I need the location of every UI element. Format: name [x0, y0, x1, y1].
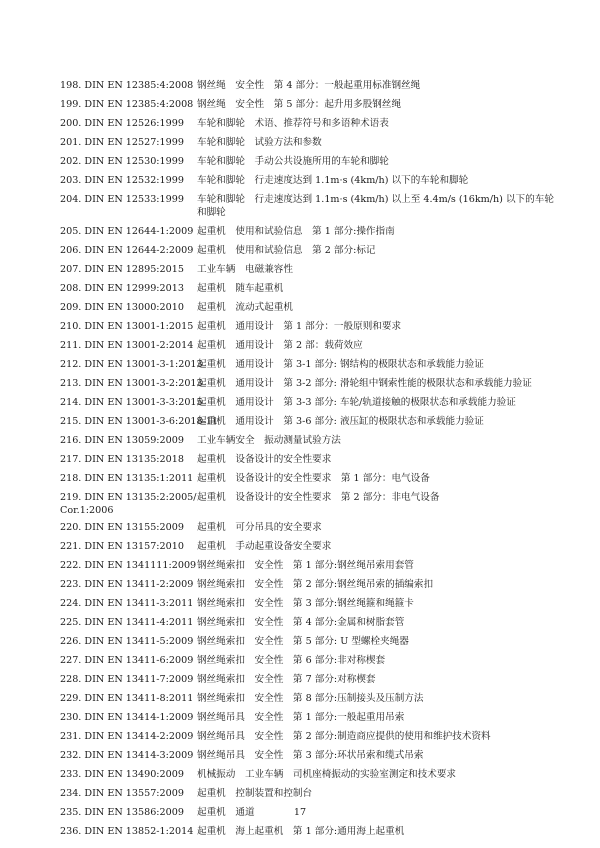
list-item [60, 768, 560, 781]
standard-code: 236. DIN EN 13852-1:2014 [60, 826, 194, 837]
standard-title: 钢丝绳索扣 安全性 第 3 部分:钢丝绳箍和绳箍卡 [197, 598, 414, 609]
standard-code: 203. DIN EN 12532:1999 [60, 175, 184, 186]
standard-code: 199. DIN EN 12385:4:2008 [60, 99, 194, 110]
list-item [60, 301, 560, 314]
standard-code: 211. DIN EN 13001-2:2014 [60, 340, 194, 351]
standard-title: 起重机 通用设计 第 2 部：载荷效应 [197, 340, 363, 351]
standard-title: 起重机 设备设计的安全性要求 第 1 部分：电气设备 [197, 473, 430, 484]
standard-code: 206. DIN EN 12644-2:2009 [60, 245, 194, 256]
standard-title: 钢丝绳索扣 安全性 第 5 部分: U 型螺栓夹绳器 [197, 636, 409, 647]
list-item [60, 117, 560, 130]
standard-title: 钢丝绳 安全性 第 4 部分：一般起重用标准钢丝绳 [197, 80, 421, 91]
standard-title: 起重机 使用和试验信息 第 1 部分:操作指南 [197, 226, 395, 237]
standard-title: 工业车辆安全 振动测量试验方法 [197, 435, 341, 446]
list-item [60, 673, 560, 686]
standard-code: 230. DIN EN 13414-1:2009 [60, 712, 194, 723]
standard-code: 217. DIN EN 13135:2018 [60, 454, 184, 465]
standard-code: 205. DIN EN 12644-1:2009 [60, 226, 194, 237]
list-item [60, 692, 560, 705]
list-item [60, 155, 560, 168]
standard-title: 钢丝绳索扣 安全性 第 7 部分:对称楔套 [197, 674, 376, 685]
standard-code: 219. DIN EN 13135:2:2005/ Cor.1:2006 [60, 492, 197, 516]
list-item [60, 434, 560, 447]
list-item [60, 616, 560, 629]
standard-title: 钢丝绳吊具 安全性 第 2 部分:制造商应提供的使用和维护技术资料 [197, 731, 491, 742]
standard-code: 222. DIN EN 1341111:2009 [60, 560, 197, 571]
standard-title: 起重机 手动起重设备安全要求 [197, 541, 332, 552]
standard-code: 225. DIN EN 13411-4:2011 [60, 617, 194, 628]
standard-code: 204. DIN EN 12533:1999 [60, 194, 184, 205]
standard-title: 钢丝绳索扣 安全性 第 6 部分:非对称楔套 [197, 655, 386, 666]
standard-title: 起重机 通用设计 第 3-1 部分: 钢结构的极限状态和承载能力验证 [197, 359, 484, 370]
standard-title: 起重机 通用设计 第 3-6 部分: 液压缸的极限状态和承载能力验证 [197, 416, 484, 427]
standard-code: 227. DIN EN 13411-6:2009 [60, 655, 194, 666]
standard-code: 235. DIN EN 13586:2009 [60, 807, 184, 818]
list-item [60, 263, 560, 276]
standard-code: 209. DIN EN 13000:2010 [60, 302, 184, 313]
standard-title: 起重机 随车起重机 [197, 283, 284, 294]
standard-title: 车轮和脚轮 术语、推荐符号和多语种术语表 [197, 118, 389, 129]
list-item [60, 98, 560, 111]
standard-code: 212. DIN EN 13001-3-1:2013 [60, 359, 203, 370]
standard-code: 233. DIN EN 13490:2009 [60, 769, 184, 780]
standard-code: 221. DIN EN 13157:2010 [60, 541, 184, 552]
standard-title: 起重机 设备设计的安全性要求 [197, 454, 332, 465]
standard-code: 229. DIN EN 13411-8:2011 [60, 693, 194, 704]
list-item [60, 282, 560, 295]
list-item [60, 193, 560, 219]
standard-code: 234. DIN EN 13557:2009 [60, 788, 184, 799]
standard-title: 钢丝绳索扣 安全性 第 2 部分:钢丝绳吊索的插编索扣 [197, 579, 434, 590]
standard-code: 223. DIN EN 13411-2:2009 [60, 579, 194, 590]
standard-code: 198. DIN EN 12385:4:2008 [60, 80, 194, 91]
list-item [60, 825, 560, 838]
list-item [60, 711, 560, 724]
list-item [60, 787, 560, 800]
list-item [60, 79, 560, 92]
standard-code: 210. DIN EN 13001-1:2015 [60, 321, 194, 332]
standard-title: 起重机 海上起重机 第 1 部分:通用海上起重机 [197, 826, 405, 837]
standard-code: 226. DIN EN 13411-5:2009 [60, 636, 194, 647]
list-item [60, 377, 560, 390]
list-item [60, 225, 560, 238]
list-item [60, 472, 560, 485]
standard-title: 钢丝绳索扣 安全性 第 1 部分:钢丝绳吊索用套管 [197, 560, 414, 571]
list-item [60, 339, 560, 352]
standard-code: 200. DIN EN 12526:1999 [60, 118, 184, 129]
standard-code: 216. DIN EN 13059:2009 [60, 435, 184, 446]
list-item [60, 320, 560, 333]
standard-title: 车轮和脚轮 手动公共设施所用的车轮和脚轮 [197, 156, 389, 167]
standard-title: 车轮和脚轮 行走速度达到 1.1m·s (4km/h) 以上至 4.4m/s (16km/h) 以下的车轮和脚轮 [197, 194, 554, 218]
standard-code: 201. DIN EN 12527:1999 [60, 137, 184, 148]
page-number: 17 [293, 807, 307, 818]
standard-title: 钢丝绳索扣 安全性 第 4 部分:金属和树脂套管 [197, 617, 405, 628]
list-item [60, 358, 560, 371]
list-item [60, 521, 560, 534]
standard-code: 208. DIN EN 12999:2013 [60, 283, 184, 294]
standard-title: 起重机 通用设计 第 3-2 部分: 滑轮组中钢索性能的极限状态和承载能力验证 [197, 378, 532, 389]
list-item [60, 244, 560, 257]
list-item [60, 136, 560, 149]
standard-code: 207. DIN EN 12895:2015 [60, 264, 184, 275]
standard-title: 钢丝绳 安全性 第 5 部分：起升用多股钢丝绳 [197, 99, 402, 110]
standard-code: 213. DIN EN 13001-3-2:2013 [60, 378, 203, 389]
standard-title: 钢丝绳索扣 安全性 第 8 部分:压制接头及压制方法 [197, 693, 424, 704]
list-item [60, 597, 560, 610]
standard-title: 起重机 流动式起重机 [197, 302, 293, 313]
standard-title: 钢丝绳吊具 安全性 第 3 部分:环状吊索和缆式吊索 [197, 750, 424, 761]
standard-code: 202. DIN EN 12530:1999 [60, 156, 184, 167]
list-item [60, 491, 560, 517]
standard-title: 车轮和脚轮 试验方法和参数 [197, 137, 322, 148]
standard-title: 起重机 使用和试验信息 第 2 部分:标记 [197, 245, 376, 256]
standard-title: 起重机 控制装置和控制台 [197, 788, 313, 799]
standard-title: 工业车辆 电磁兼容性 [197, 264, 293, 275]
standard-code: 215. DIN EN 13001-3-6:2018-11 [60, 416, 219, 427]
standard-title: 起重机 通道 [197, 807, 255, 818]
standard-title: 起重机 通用设计 第 1 部分：一般原则和要求 [197, 321, 402, 332]
list-item [60, 559, 560, 572]
list-item [60, 730, 560, 743]
list-item [60, 396, 560, 409]
list-item [60, 540, 560, 553]
list-item [60, 578, 560, 591]
standard-title: 起重机 可分吊具的安全要求 [197, 522, 322, 533]
standard-title: 起重机 通用设计 第 3-3 部分: 车轮/轨道接触的极限状态和承载能力验证 [197, 397, 516, 408]
standard-code: 218. DIN EN 13135:1:2011 [60, 473, 194, 484]
standard-title: 车轮和脚轮 行走速度达到 1.1m·s (4km/h) 以下的车轮和脚轮 [197, 175, 469, 186]
list-item [60, 174, 560, 187]
standard-code: 220. DIN EN 13155:2009 [60, 522, 184, 533]
standard-code: 214. DIN EN 13001-3-3:2015 [60, 397, 203, 408]
standard-title: 起重机 设备设计的安全性要求 第 2 部分：非电气设备 [197, 492, 440, 503]
list-item [60, 453, 560, 466]
standard-code: 228. DIN EN 13411-7:2009 [60, 674, 194, 685]
list-item [60, 415, 560, 428]
standard-title: 钢丝绳吊具 安全性 第 1 部分:一般起重用吊索 [197, 712, 405, 723]
standard-code: 232. DIN EN 13414-3:2009 [60, 750, 194, 761]
list-item [60, 749, 560, 762]
list-item [60, 654, 560, 667]
standard-code: 224. DIN EN 13411-3:2011 [60, 598, 194, 609]
list-item [60, 635, 560, 648]
standard-code: 231. DIN EN 13414-2:2009 [60, 731, 194, 742]
standards-list [60, 79, 560, 844]
standard-title: 机械振动 工业车辆 司机座椅振动的实验室测定和技术要求 [197, 769, 457, 780]
